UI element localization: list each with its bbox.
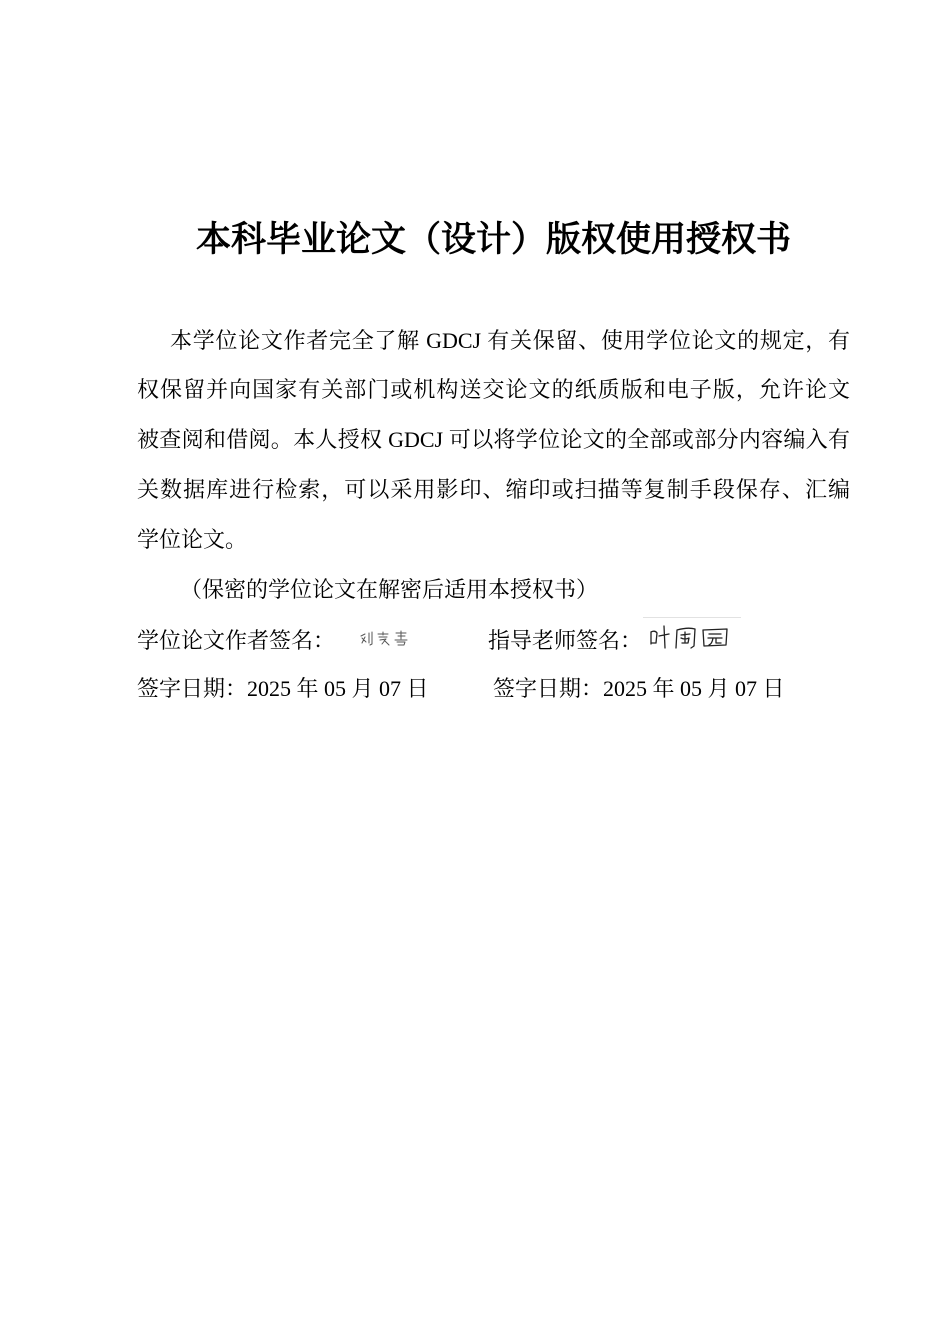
body-line-3: 被查阅和借阅。本人授权 GDCJ 可以将学位论文的全部或部分内容编入有 xyxy=(137,427,850,452)
advisor-sign-date: 签字日期：2025 年 05 月 07 日 xyxy=(493,676,785,701)
advisor-signature-label: 指导老师签名： xyxy=(488,628,643,653)
author-signature-label: 学位论文作者签名： xyxy=(137,628,336,653)
body-line-2: 权保留并向国家有关部门或机构送交论文的纸质版和电子版，允许论文 xyxy=(137,377,850,402)
body-line-1: 本学位论文作者完全了解 GDCJ 有关保留、使用学位论文的规定，有 xyxy=(170,328,850,353)
advisor-signature xyxy=(643,617,741,654)
body-line-4: 关数据库进行检索，可以采用影印、缩印或扫描等复制手段保存、汇编 xyxy=(137,477,850,502)
author-signature xyxy=(356,628,410,648)
page-title: 本科毕业论文（设计）版权使用授权书 xyxy=(195,220,791,260)
body-line-5: 学位论文。 xyxy=(137,527,248,552)
confidential-note: （保密的学位论文在解密后适用本授权书） xyxy=(180,577,599,602)
author-sign-date: 签字日期：2025 年 05 月 07 日 xyxy=(137,676,429,701)
